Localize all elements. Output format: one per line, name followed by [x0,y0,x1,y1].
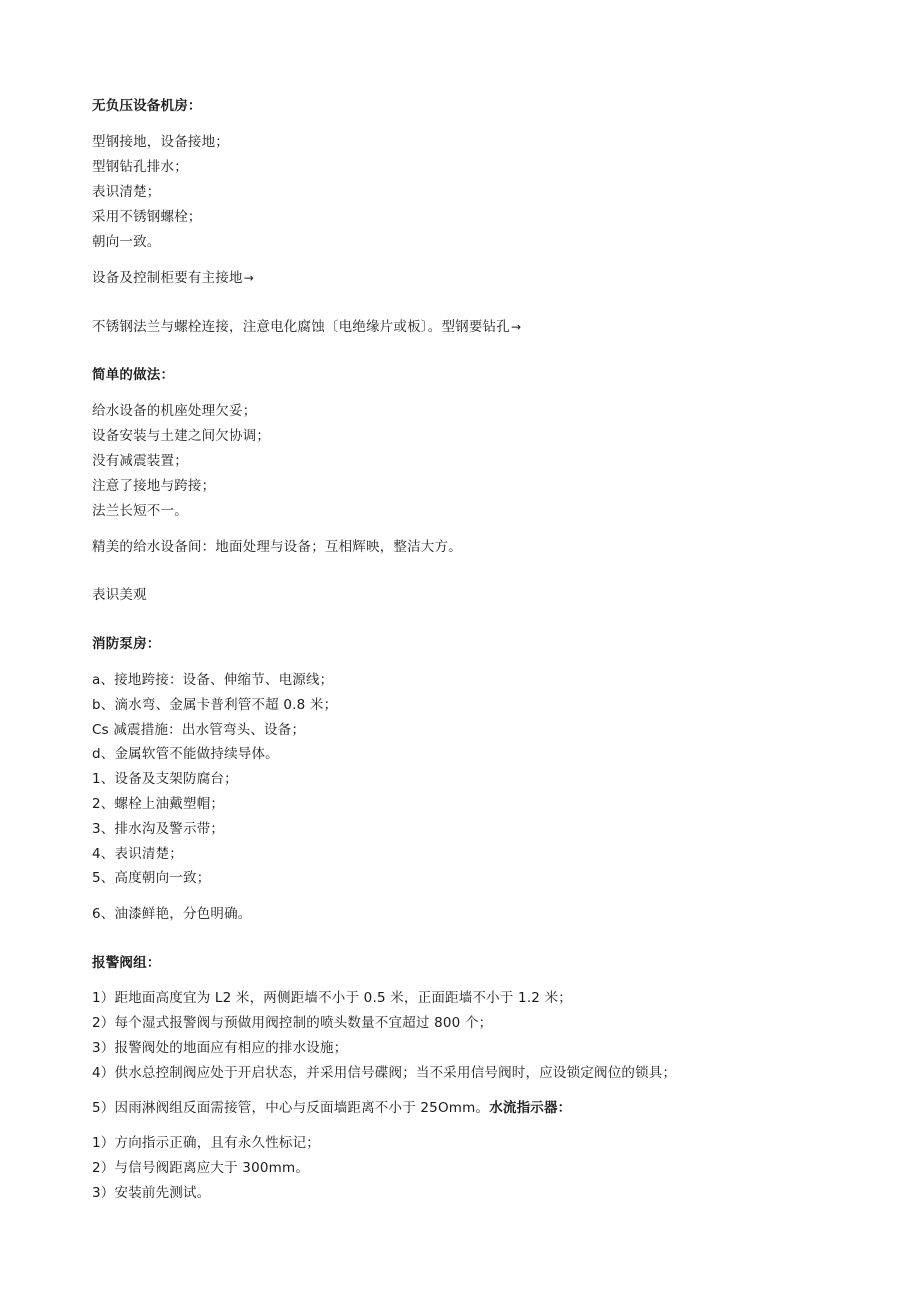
list-item: 1）方向指示正确，且有永久性标记； [92,1135,320,1151]
section-heading-flow-indicator: 水流指示器： [489,1100,572,1116]
list-item: Cs 减震措施：出水管弯头、设备； [92,722,306,738]
list-item: a、接地跨接：设备、伸缩节、电源线； [92,672,334,688]
list-item: 2、螺栓上油戴塑帽； [92,796,225,812]
list-item: 法兰长短不一。 [92,503,188,519]
paragraph [92,269,254,287]
list-item: 注意了接地与跨接； [92,478,216,494]
list-item: 3、排水沟及警示带； [92,821,225,837]
list-item: 给水设备的机座处理欠妥； [92,403,257,419]
list-item-text: 5）因雨淋阀组反面需接管，中心与反面墙距离不小于 25Omm。 [92,1100,490,1116]
list-item [92,1099,571,1117]
list-item: 1、设备及支架防腐台； [92,771,238,787]
list-item: 型钢钻孔排水； [92,159,188,175]
list-item: 3）报警阀处的地面应有相应的排水设施； [92,1040,348,1056]
list-item: 4、表识清楚； [92,846,183,862]
list-item: 3）安装前先测试。 [92,1185,211,1201]
list-item: 型钢接地，设备接地； [92,134,229,150]
list-item: 6、油漆鲜艳，分色明确。 [92,906,252,922]
list-item: 2）每个湿式报警阀与预做用阀控制的喷头数量不宜超过 800 个； [92,1015,493,1031]
paragraph-text: 不锈钢法兰与螺栓连接，注意电化腐蚀〔电绝缘片或板〕。型钢要钻孔 [92,319,510,335]
list-item: 没有减震装置； [92,453,188,469]
paragraph: 精美的给水设备间：地面处理与设备；互相辉映，整洁大方。 [92,539,462,555]
list-item: 1）距地面高度宜为 L2 米，两侧距墙不小于 0.5 米，正面距墙不小于 1.2 米； [92,990,572,1006]
paragraph [92,318,521,336]
list-item: 表识清楚； [92,184,161,200]
arrow-icon: → [243,271,254,285]
list-item: 采用不锈钢螺栓； [92,209,202,225]
list-item: d、金属软管不能做持续导体。 [92,746,279,762]
list-item: 5、高度朝向一致； [92,870,211,886]
section-heading-fire-pump-room: 消防泵房： [92,636,161,652]
arrow-icon: → [510,320,522,334]
list-item: 朝向一致。 [92,234,161,250]
paragraph-text: 设备及控制柜要有主接地 [92,270,243,286]
list-item: 4）供水总控制阀应处于开启状态，并采用信号碟阀；当不采用信号阀时，应设锁定阀位的锁具； [92,1065,677,1081]
section-heading-alarm-valve-group: 报警阀组： [92,955,161,971]
list-item: b、滴水弯、金属卡普利管不超 0.8 米； [92,697,338,713]
paragraph: 表识美观 [92,587,147,603]
section-heading-simple-method: 简单的做法： [92,367,175,383]
list-item: 设备安装与土建之间欠协调； [92,428,271,444]
section-heading-pressure-room: 无负压设备机房： [92,98,202,114]
list-item: 2）与信号阀距离应大于 300mm。 [92,1160,310,1176]
